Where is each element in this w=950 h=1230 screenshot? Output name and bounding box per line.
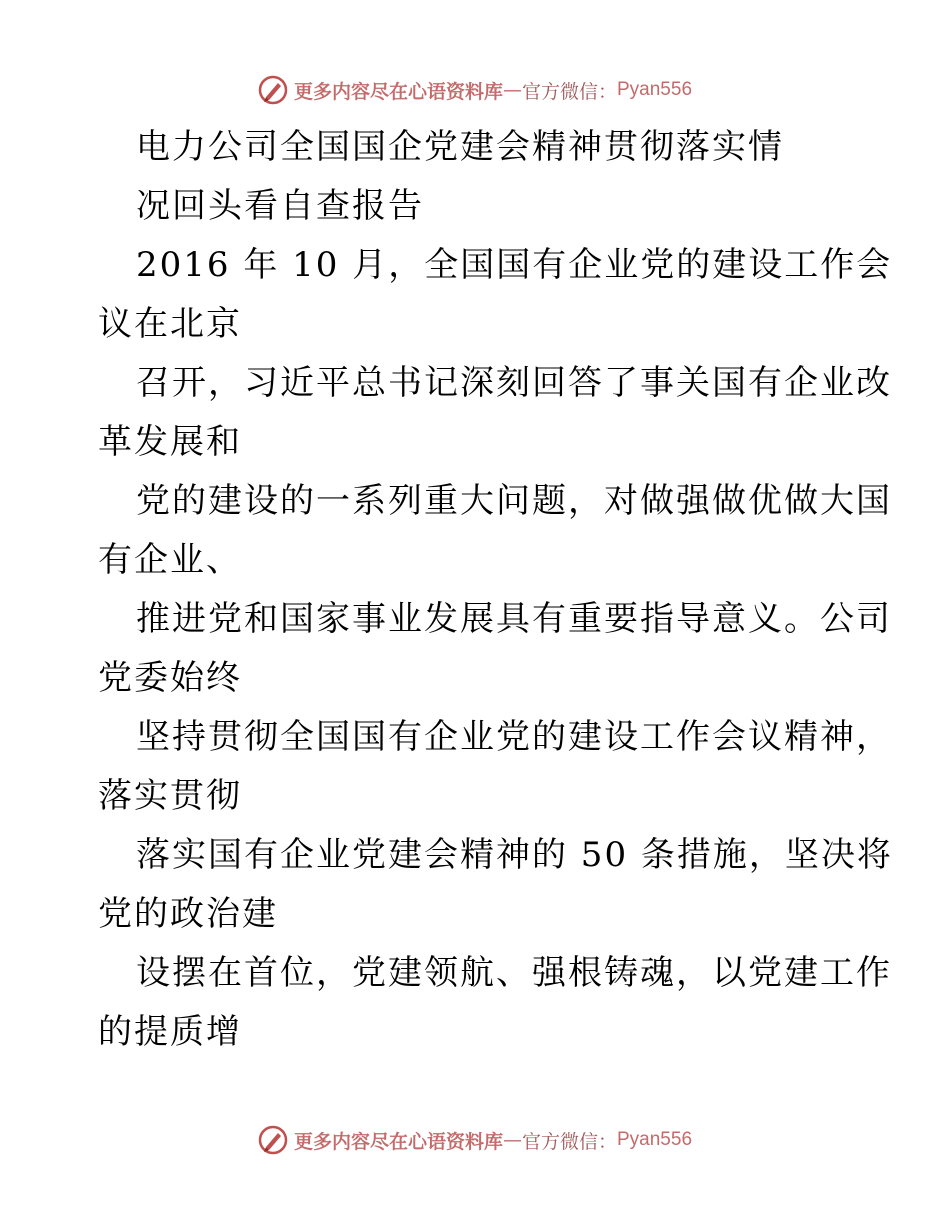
text-line: 党委始终 — [98, 658, 242, 698]
text-line: 2016 年 10 月，全国国有企业党的建设工作会 — [136, 245, 893, 285]
text-line: 召开，习近平总书记深刻回答了事关国有企业改 — [136, 363, 892, 403]
watermark-wechat-id: Pyan556 — [617, 1129, 693, 1150]
text-line: 有企业、 — [98, 540, 242, 580]
header-watermark — [0, 70, 950, 110]
text-line: 坚持贯彻全国国有企业党的建设工作会议精神， — [136, 717, 892, 757]
pen-logo-icon — [258, 75, 288, 105]
watermark-dash: — — [502, 79, 522, 101]
text-line: 落实贯彻 — [98, 776, 242, 816]
watermark-text: 更多内容尽在心语资料库 — [293, 80, 503, 103]
pen-logo-icon — [258, 1125, 288, 1155]
text-line: 推进党和国家事业发展具有重要指导意义。公司 — [136, 599, 892, 639]
text-line: 的提质增 — [98, 1012, 242, 1052]
document-body — [98, 118, 893, 1062]
watermark-label: 官方微信： — [521, 1130, 617, 1153]
footer-watermark — [0, 1120, 950, 1160]
watermark-dash: — — [502, 1129, 522, 1151]
text-line: 党的建设的一系列重大问题，对做强做优做大国 — [136, 481, 892, 521]
text-line: 设摆在首位，党建领航、强根铸魂，以党建工作 — [136, 953, 892, 993]
watermark-label: 官方微信： — [521, 80, 617, 103]
text-line: 况回头看自查报告 — [136, 186, 424, 226]
text-line: 革发展和 — [98, 422, 242, 462]
text-line: 党的政治建 — [98, 894, 278, 934]
watermark-wechat-id: Pyan556 — [617, 79, 693, 100]
text-line: 落实国有企业党建会精神的 50 条措施，坚决将 — [136, 835, 893, 875]
text-line: 电力公司全国国企党建会精神贯彻落实情 — [136, 127, 784, 167]
watermark-text: 更多内容尽在心语资料库 — [293, 1130, 503, 1153]
text-line: 议在北京 — [98, 304, 242, 344]
